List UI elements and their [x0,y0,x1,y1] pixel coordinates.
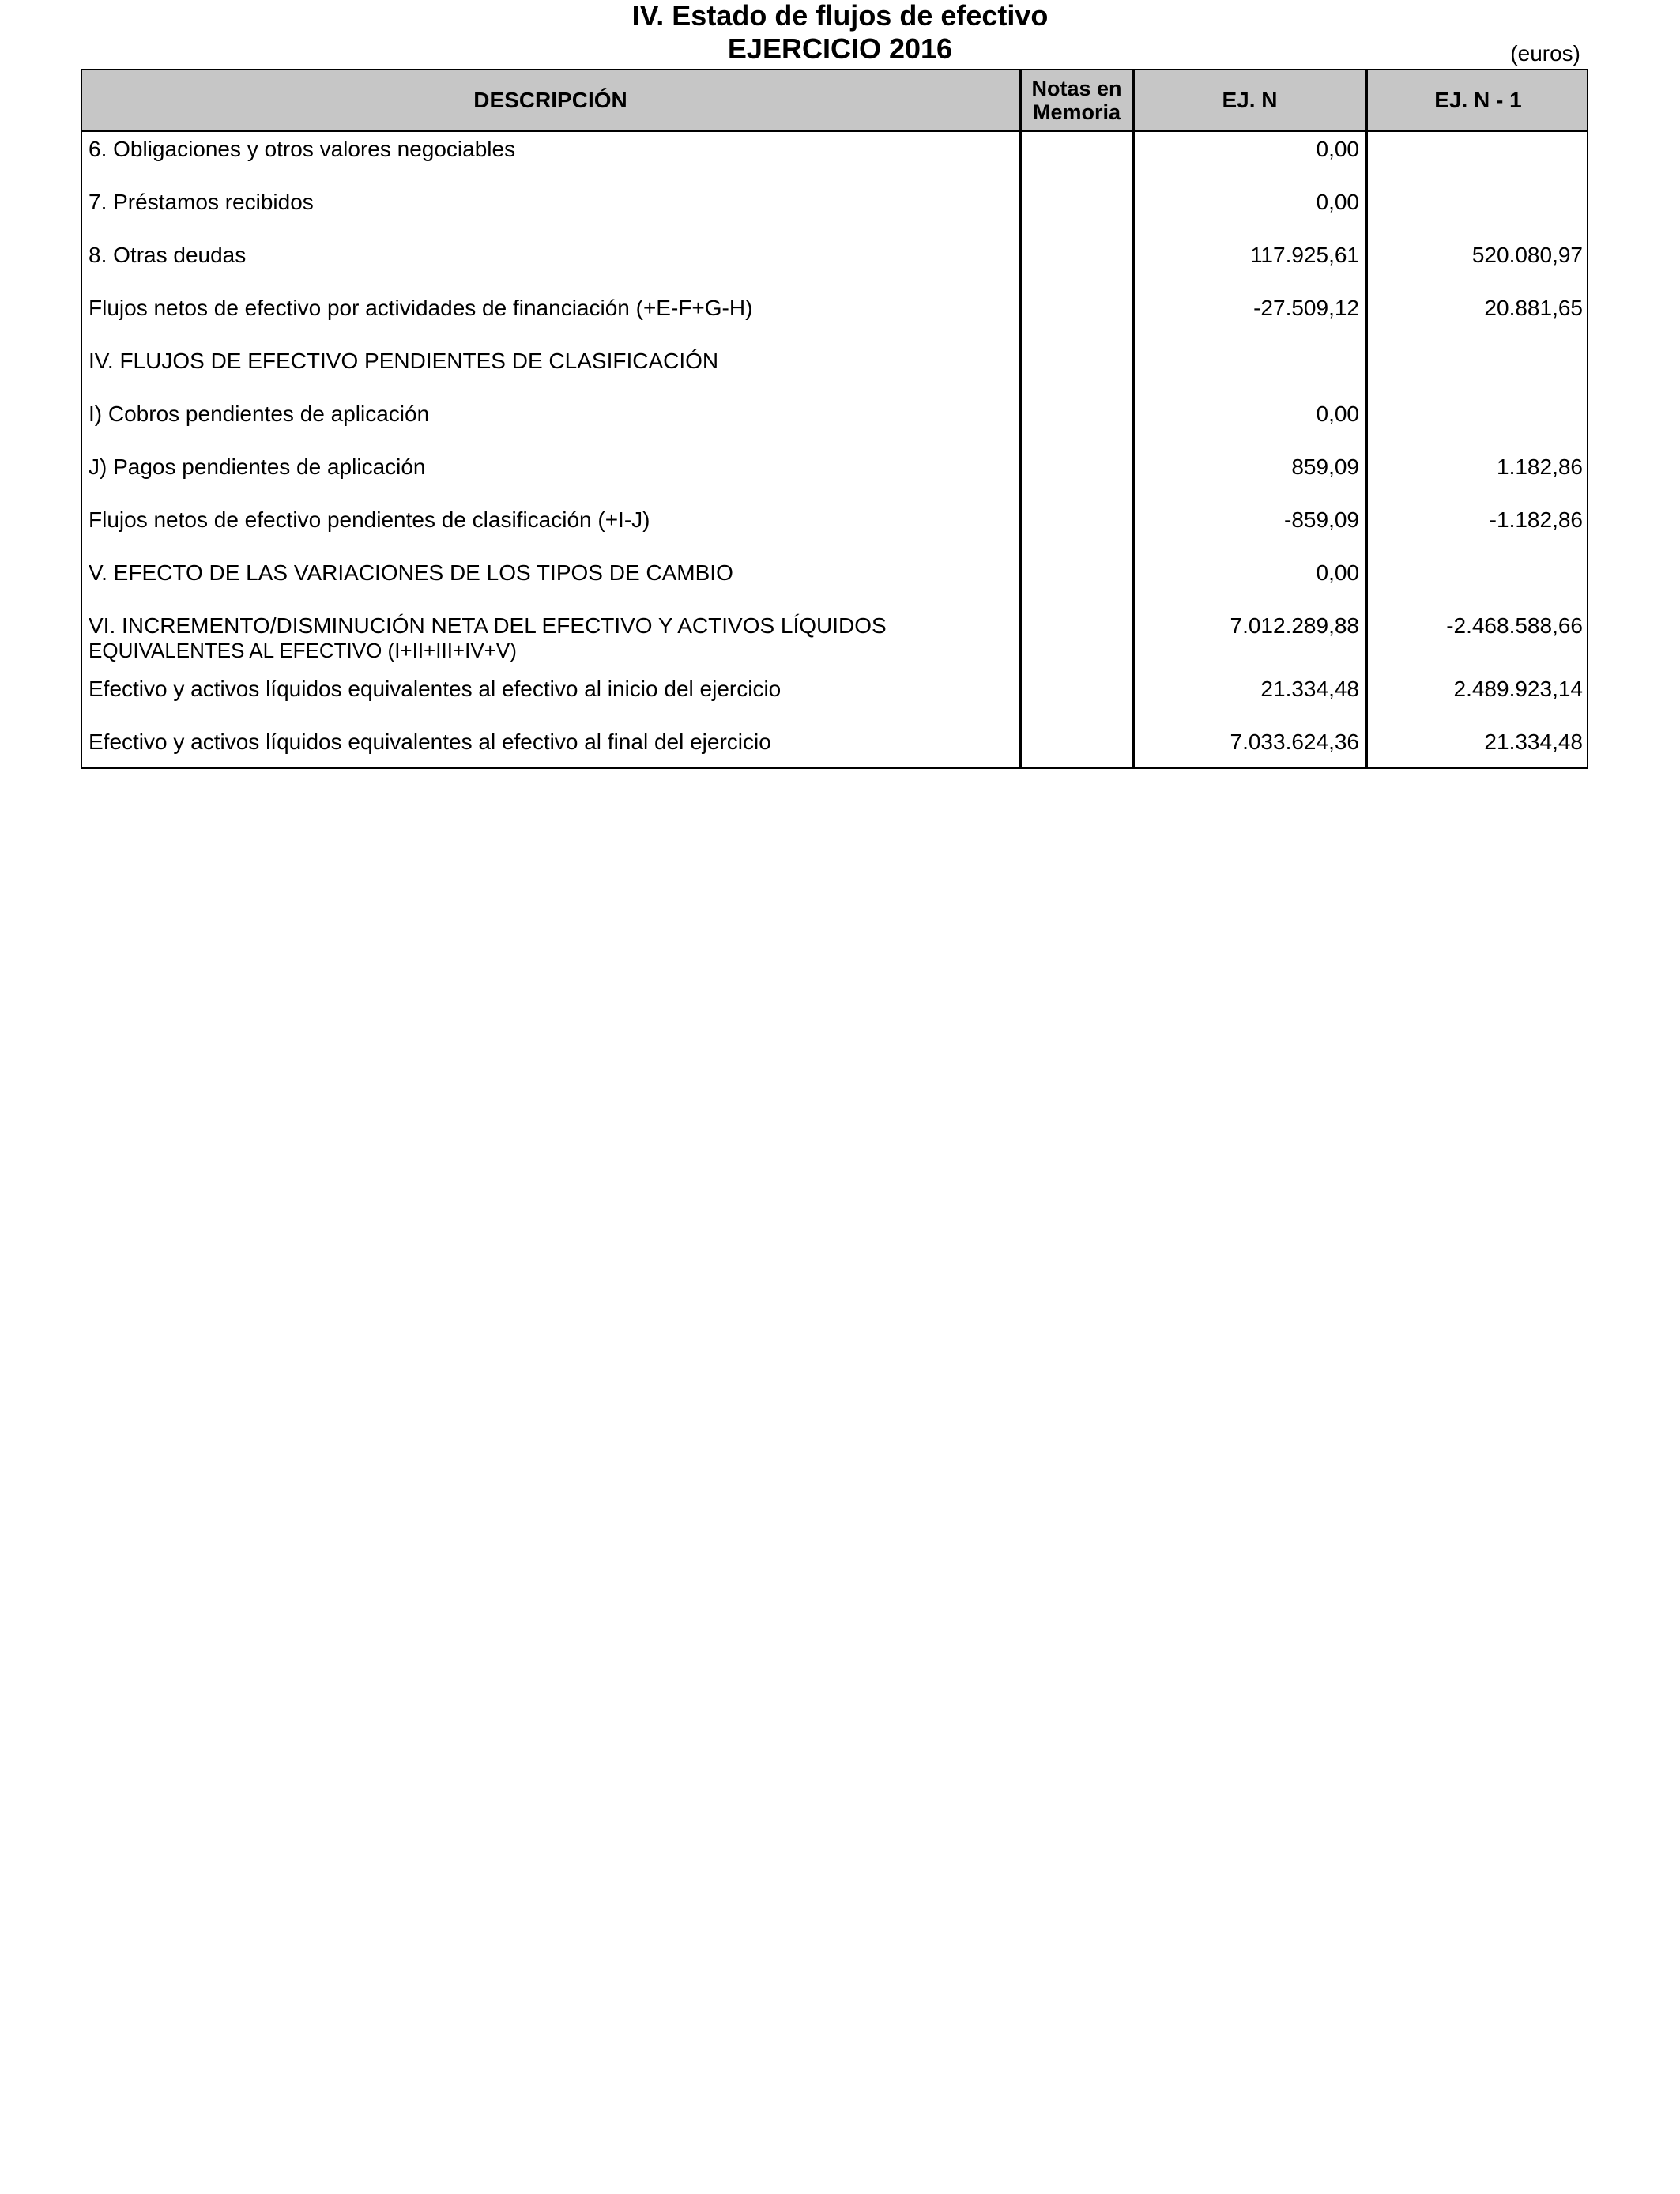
row-value-year-n-1: 21.334,48 [1484,729,1583,754]
page-title: IV. Estado de flujos de efectivo [631,0,1049,32]
row-value-year-n-1: -2.468.588,66 [1446,613,1583,638]
cash-flow-table [81,69,1588,769]
row-description-line1: VI. INCREMENTO/DISMINUCIÓN NETA DEL EFECTIVO Y ACTIVOS LÍQUIDOS [89,613,887,638]
table-row [82,296,1587,348]
row-description: 7. Préstamos recibidos [89,190,314,214]
table-header [82,70,1587,132]
row-value-year-n: 117.925,61 [1249,243,1359,267]
notes-header-line2: Memoria [1032,100,1121,124]
row-description: Efectivo y activos líquidos equivalentes al efectivo al inicio del ejercicio [89,677,782,701]
column-header-year-n: EJ. N [1222,87,1278,112]
row-value-year-n: -27.509,12 [1253,296,1359,320]
row-value-year-n: 7.033.624,36 [1230,729,1359,754]
row-value-year-n: 0,00 [1316,190,1359,214]
table-row [82,729,1587,767]
currency-units-label: (euros) [1510,41,1580,66]
row-value-year-n: 0,00 [1316,560,1359,585]
row-description: 8. Otras deudas [89,243,247,267]
table-row [82,243,1587,295]
table-row [82,613,1587,677]
row-value-year-n: -859,09 [1284,507,1359,532]
row-description: Efectivo y activos líquidos equivalentes al efectivo al final del ejercicio [89,729,771,754]
row-description: 6. Obligaciones y otros valores negociables [89,137,516,161]
table-row [82,349,1587,401]
row-description: Flujos netos de efectivo pendientes de clasificación (+I-J) [89,507,650,532]
row-value-year-n: 7.012.289,88 [1230,613,1359,638]
table-row [82,507,1587,560]
row-value-year-n: 21.334,48 [1260,677,1359,701]
row-value-year-n: 859,09 [1291,454,1359,479]
table-row [82,137,1587,189]
row-description: J) Pagos pendientes de aplicación [89,454,426,479]
column-header-notes [1022,70,1132,130]
table-row [82,190,1587,242]
row-description: Flujos netos de efectivo por actividades de financiación (+E-F+G-H) [89,296,753,320]
row-value-year-n: 0,00 [1316,137,1359,161]
table-row [82,677,1587,729]
row-value-year-n-1: 520.080,97 [1471,243,1583,267]
row-value-year-n-1: -1.182,86 [1489,507,1583,532]
row-description [89,613,887,662]
row-description: IV. FLUJOS DE EFECTIVO PENDIENTES DE CLASIFICACIÓN [89,349,719,373]
table-row [82,560,1587,613]
row-value-year-n: 0,00 [1316,401,1359,426]
fiscal-year-subtitle: EJERCICIO 2016 [727,32,953,65]
table-row [82,401,1587,454]
table-row [82,454,1587,507]
row-description: V. EFECTO DE LAS VARIACIONES DE LOS TIPOS DE CAMBIO [89,560,733,585]
row-value-year-n-1: 20.881,65 [1484,296,1583,320]
column-header-description: DESCRIPCIÓN [473,87,627,112]
notes-header-line1: Notas en [1031,76,1122,100]
row-value-year-n-1: 1.182,86 [1497,454,1583,479]
column-header-year-n-1: EJ. N - 1 [1434,87,1522,112]
row-description-line2: EQUIVALENTES AL EFECTIVO (I+II+III+IV+V) [89,639,517,662]
row-description: I) Cobros pendientes de aplicación [89,401,430,426]
row-value-year-n-1: 2.489.923,14 [1453,677,1583,701]
